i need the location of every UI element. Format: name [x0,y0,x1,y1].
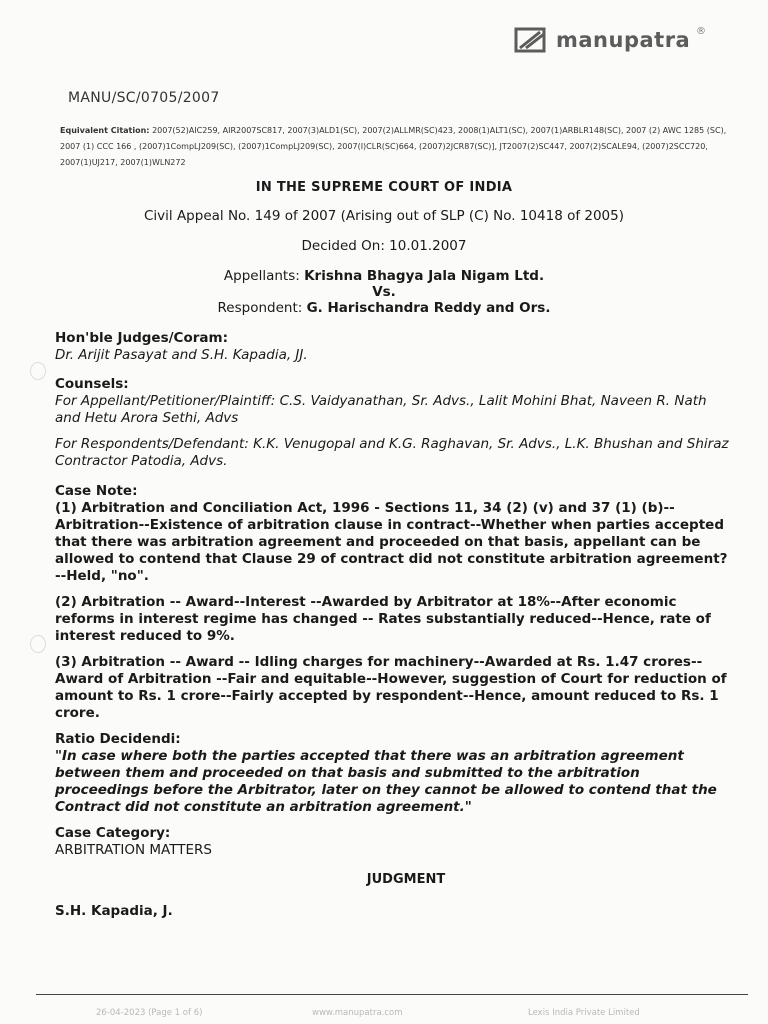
ratio-label: Ratio Decidendi: [55,731,181,747]
court-title: IN THE SUPREME COURT OF INDIA [255,180,513,195]
respondent-label: Respondent: [217,300,303,316]
footer-rule [36,994,748,995]
margin-mark [30,635,46,653]
footer-publisher: Lexis India Private Limited [528,1008,640,1018]
case-category-section [55,825,731,859]
equivalent-citation [60,123,728,171]
judge-signature: S.H. Kapadia, J. [55,903,173,919]
appellants-name: Krishna Bhagya Jala Nigam Ltd. [304,268,545,284]
judgment-heading: JUDGMENT [366,872,446,887]
equivalent-citation-label: Equivalent Citation: [60,126,150,135]
case-note-section [55,483,731,722]
parties [0,268,768,316]
logo-wordmark: manupatra [556,28,691,52]
manupatra-logo [514,24,714,60]
case-category-text: ARBITRATION MATTERS [55,842,212,858]
footer-page-info: 26-04-2023 (Page 1 of 6) [96,1008,203,1018]
decided-date: Decided On: 10.01.2007 [301,238,467,254]
case-note-label: Case Note: [55,483,138,499]
manupatra-logo-icon [514,26,548,54]
counsels-label: Counsels: [55,376,129,392]
counsel-respondent: For Respondents/Defendant: K.K. Venugopal and K.G. Raghavan, Sr. Advs., L.K. Bhushan and Shiraz Contractor Patodia, Advs. [55,436,729,469]
footer-website: www.manupatra.com [312,1008,403,1018]
case-note-2: (2) Arbitration -- Award--Interest --Awarded by Arbitrator at 18%--After economic reforms in interest regime has changed -- Rates substantially reduced--Hence, rate of interest reduced to 9%. [55,594,711,644]
case-category-label: Case Category: [55,825,171,841]
respondent-name: G. Harischandra Reddy and Ors. [306,300,551,316]
ratio-section [55,731,731,816]
registered-mark: ® [696,26,706,37]
citation-id: MANU/SC/0705/2007 [68,90,220,106]
judges-section [55,330,731,364]
margin-mark [30,362,46,380]
case-note-1: (1) Arbitration and Conciliation Act, 1996 - Sections 11, 34 (2) (v) and 37 (1) (b)--Arbitration--Existence of arbitration clause in contract--Whether when parties accepted that there was arbitration agreement and proceeded on that basis, appellant can be allowed to contend that Clause 29 of contract did not constitute arbitration agreement?--Held, "no". [55,500,728,584]
judges-text: Dr. Arijit Pasayat and S.H. Kapadia, JJ. [55,347,308,363]
counsel-appellant: For Appellant/Petitioner/Plaintiff: C.S. Vaidyanathan, Sr. Advs., Lalit Mohini Bhat, Naveen R. Nath and Hetu Arora Sethi, Advs [55,393,707,426]
judges-label: Hon'ble Judges/Coram: [55,330,228,346]
versus: Vs. [372,284,396,300]
appeal-number: Civil Appeal No. 149 of 2007 (Arising out of SLP (C) No. 10418 of 2005) [143,208,624,224]
counsels-section [55,376,731,470]
ratio-text: "In case where both the parties accepted that there was an arbitration agreement between them and proceeded on that basis and submitted to the arbitration proceedings before the Arbitrator, later on they cannot be allowed to contend that the Contract did not constitute an arbitration agreement." [55,748,717,815]
case-note-3: (3) Arbitration -- Award -- Idling charges for machinery--Awarded at Rs. 1.47 crores--Award of Arbitration --Fair and equitable--However, suggestion of Court for reduction of amount to Rs. 1 crore--Fairly accepted by respondent--Hence, amount reduced to Rs. 1 crore. [55,654,727,721]
equivalent-citation-text: 2007(52)AIC259, AIR2007SC817, 2007(3)ALD1(SC), 2007(2)ALLMR(SC)423, 2008(1)ALT1(SC), 2007(1)ARBLR148(SC), 2007 (2) AWC 1285 (SC), 2007 (1) CCC 166 , (2007)1CompLJ209(SC), (2007)1CompLJ209(SC), 2007(I)CLR(SC)664, (2007)2JCR87(SC)], JT2007(2)SC447, 2007(2)SCALE94, (2007)2SCC720, 2007(1)UJ217, 2007(1)WLN272 [60,126,727,167]
appellants-label: Appellants: [223,268,300,284]
